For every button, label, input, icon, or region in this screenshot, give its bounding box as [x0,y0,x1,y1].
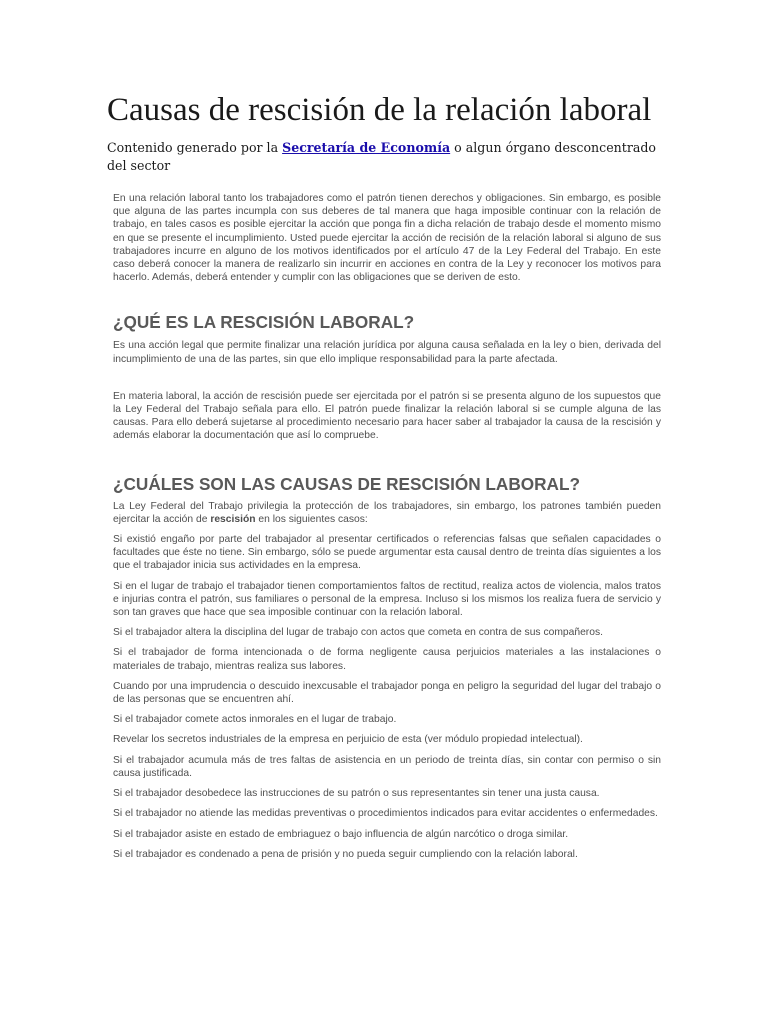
lead-text-start: La Ley Federal del Trabajo privilegia la protección de los trabajadores, sin embargo, los patrones también pueden ejercitar la acción de [113,500,661,525]
cause-item-11: Si el trabajador asiste en estado de embriaguez o bajo influencia de algún narcótico o droga similar. [113,828,569,840]
cause-item-4: Si el trabajador de forma intencionada o de forma negligente causa perjuicios materiales a las instalaciones o materiales de trabajo, mientras realiza sus labores. [113,647,661,672]
intro-paragraph: En una relación laboral tanto los trabajadores como el patrón tienen derechos y obligaciones. Sin embargo, es posible que alguna de las partes incumpla con sus deberes de tal manera que haga imposible continuar con la relación de trabajo, en tales casos es posible ejercitar la acción que ponga fin a dicha relación de trabajo desde el momento mismo en que se presente el incumplimiento. Usted puede ejercitar la acción de recisión de la relación laboral si alguno de sus trabajadores incurre en alguno de los motivos identificados por el artículo 47 de la Ley Federal del Trabajo. En este caso deberá conocer la manera de realizarlo sin incurrir en acciones en contra de la Ley y reconocer los motivos para hacerlo. Además, deberá entender y cumplir con las obligaciones que se deriven de esto. [113,193,661,284]
causes-lead-paragraph [113,500,661,526]
cause-item-9: Si el trabajador desobedece las instrucciones de su patrón o sus representantes sin tener una justa causa. [113,788,600,800]
cause-item-12: Si el trabajador es condenado a pena de prisión y no pueda seguir cumpliendo con la relación laboral. [113,848,578,860]
cause-item-5: Cuando por una imprudencia o descuido inexcusable el trabajador ponga en peligro la seguridad del lugar del trabajo o de las personas que se encuentren ahí. [113,680,661,706]
cause-item-10: Si el trabajador no atiende las medidas preventivas o procedimientos indicados para evitar accidentes o enfermedades. [113,808,658,820]
cause-item-1: Si existió engaño por parte del trabajador al presentar certificados o referencias falsas que señalen capacidades o facultades que éste no tiene. Sin embargo, sólo se puede argumentar esta causal dentro de treinta días siguientes a los que el trabajador inicia sus actividades en la empresa. [113,534,661,572]
cause-item-2: Si en el lugar de trabajo el trabajador tienen comportamientos faltos de rectitud, realiza actos de violencia, malos tratos e injurias contra el patrón, sus familiares o personal de la empresa. Incluso si los mismos los realiza fuera de servicio y son tan graves que hace que sea imposible continuar con la relación laboral. [113,580,661,619]
cause-item-8: Si el trabajador acumula más de tres faltas de asistencia en un periodo de treinta días, sin contar con permiso o sin causa justificada. [113,754,661,779]
cause-item-7: Revelar los secretos industriales de la empresa en perjuicio de esta (ver módulo propiedad intelectual). [113,734,583,746]
page-title: Causas de rescisión de la relación laboral [107,92,652,128]
document-page [107,90,663,861]
lead-bold-term: rescisión [210,513,256,525]
cause-item-3: Si el trabajador altera la disciplina del lugar de trabajo con actos que cometa en contra de sus compañeros. [113,627,603,639]
source-link[interactable]: Secretaría de Economía [282,140,451,155]
section-heading-causas: ¿CUÁLES SON LAS CAUSAS DE RESCISIÓN LABORAL? [113,473,580,494]
definition-paragraph: Es una acción legal que permite finalizar una relación jurídica por alguna causa señalada en la ley o bien, derivada del incumplimiento de una de las partes, sin que ello implique responsabilidad para la parte afectada. [113,340,661,365]
source-prefix: Contenido generado por la [107,140,283,155]
source-suffix: o algun órgano desconcentrado del sector [107,140,657,173]
cause-item-6: Si el trabajador comete actos inmorales en el lugar de trabajo. [113,714,397,726]
section-heading-que-es: ¿QUÉ ES LA RESCISIÓN LABORAL? [113,312,415,333]
labor-rescission-paragraph: En materia laboral, la acción de rescisión puede ser ejercitada por el patrón si se presenta alguno de los supuestos que la Ley Federal del Trabajo señala para ello. El patrón puede finalizar la relación laboral si se cumple alguna de las causas. Para ello deberá sujetarse al procedimiento necesario para hacer saber al trabajador la causa de la rescisión y además elaborar la documentación que así lo compruebe. [113,390,661,442]
lead-text-end: en los siguientes casos: [255,513,368,525]
article-body [113,192,661,861]
source-line [107,139,663,175]
